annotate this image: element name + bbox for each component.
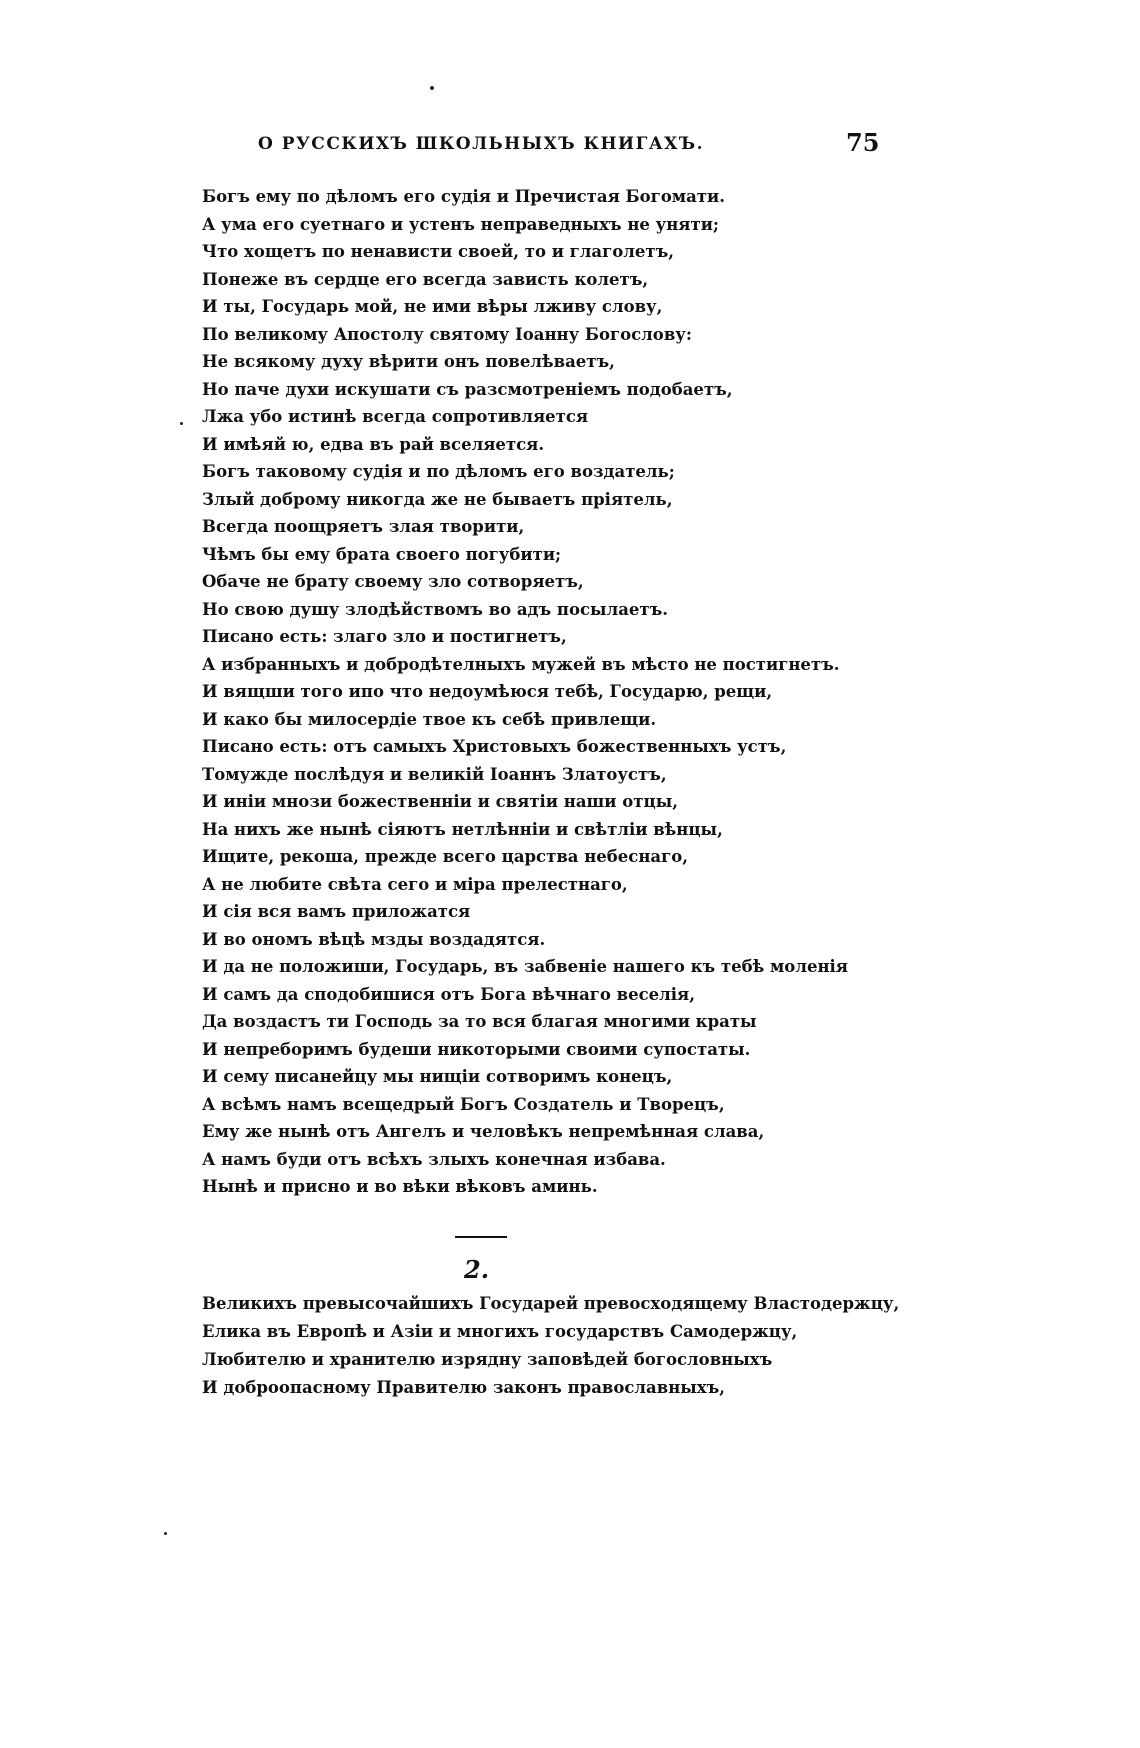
poem-line: Томужде послѣдуя и великій Іоаннъ Златоустъ, <box>202 764 667 784</box>
poem-line: Лжа убо истинѣ всегда сопротивляется <box>202 407 589 426</box>
poem-line: По великому Апостолу святому Іоанну Богослову: <box>202 324 692 344</box>
dedication-line: Елика въ Европѣ и Азіи и многихъ государствъ Самодержцу, <box>202 1322 798 1341</box>
print-speck <box>180 422 183 425</box>
print-speck <box>164 1532 167 1535</box>
poem-line: И иніи мнози божественніи и святіи наши отцы, <box>202 792 678 811</box>
poem-line: А всѣмъ намъ всещедрый Богъ Создатель и Творецъ, <box>202 1094 725 1114</box>
page-number: 75 <box>846 128 880 157</box>
section-number: 2. <box>464 1255 490 1284</box>
poem-line: Злый доброму никогда же не бываетъ пріятель, <box>202 489 673 509</box>
poem-line: Чѣмъ бы ему брата своего погубити; <box>202 544 562 564</box>
poem-line: Но паче духи искушати съ разсмотреніемъ подобаетъ, <box>202 379 733 399</box>
poem-line: А не любите свѣта сего и міра прелестнаго, <box>202 874 628 894</box>
poem-line: Но свою душу злодѣйствомъ во адъ посылаетъ. <box>202 599 669 619</box>
poem-line: Богъ таковому судія и по дѣломъ его воздатель; <box>202 462 675 481</box>
poem-line: А намъ буди отъ всѣхъ злыхъ конечная избава. <box>202 1149 666 1169</box>
poem-line: И сему писанейцу мы нищіи сотворимъ конецъ, <box>202 1067 673 1086</box>
poem-line: Что хощетъ по ненависти своей, то и глаголетъ, <box>202 242 674 261</box>
poem-line: Да воздастъ ти Господь за то вся благая многими краты <box>202 1012 757 1031</box>
poem-line: И сія вся вамъ приложатся <box>202 902 471 921</box>
section-divider <box>455 1236 507 1238</box>
print-speck <box>430 86 434 90</box>
dedication-line: Любителю и хранителю изрядну заповѣдей богословныхъ <box>202 1350 773 1369</box>
poem-line: А ума его суетнаго и устенъ неправедныхъ не уняти; <box>202 214 720 234</box>
poem-line: Писано есть: отъ самыхъ Христовыхъ божественныхъ устъ, <box>202 737 787 756</box>
poem-line: Богъ ему по дѣломъ его судія и Пречистая Богомати. <box>202 187 725 206</box>
dedication-line: И доброопасному Правителю законъ православныхъ, <box>202 1378 726 1397</box>
poem-line: Не всякому духу вѣрити онъ повелѣваетъ, <box>202 352 615 371</box>
poem-line: И самъ да сподобишися отъ Бога вѣчнаго веселія, <box>202 984 695 1004</box>
poem-line: И да не положиши, Государь, въ забвеніе нашего къ тебѣ моленія <box>202 957 848 976</box>
dedication-line: Великихъ превысочайшихъ Государей превосходящему Властодержцу, <box>202 1294 900 1313</box>
running-title: О РУССКИХЪ ШКОЛЬНЫХЪ КНИГАХЪ. <box>258 134 705 154</box>
poem-line: Ему же нынѣ отъ Ангелъ и человѣкъ непремѣнная слава, <box>202 1122 765 1141</box>
poem-line: И како бы милосердіе твое къ себѣ привлещи. <box>202 709 657 729</box>
poem-line: Нынѣ и присно и во вѣки вѣковъ аминь. <box>202 1177 598 1196</box>
poem-line: Ищите, рекоша, прежде всего царства небеснаго, <box>202 847 688 866</box>
poem-line: И непреборимъ будеши никоторыми своими супостаты. <box>202 1039 751 1059</box>
poem-text <box>202 183 848 1201</box>
dedication-text <box>202 1290 899 1402</box>
poem-line: Всегда поощряетъ злая творити, <box>202 517 525 536</box>
poem-line: Понеже въ сердце его всегда зависть колетъ, <box>202 269 649 289</box>
poem-line: И вящши того ипо что недоумѣюся тебѣ, Государю, рещи, <box>202 682 773 701</box>
poem-line: И во ономъ вѣцѣ мзды воздадятся. <box>202 929 546 949</box>
poem-line: И имѣяй ю, едва въ рай вселяется. <box>202 434 545 454</box>
poem-line: Писано есть: злаго зло и постигнетъ, <box>202 627 567 646</box>
poem-line: Обаче не брату своему зло сотворяетъ, <box>202 572 584 591</box>
poem-line: И ты, Государь мой, не ими вѣры лживу слову, <box>202 297 663 316</box>
poem-line: На нихъ же нынѣ сіяютъ нетлѣнніи и свѣтліи вѣнцы, <box>202 819 723 839</box>
poem-line: А избранныхъ и добродѣтелныхъ мужей въ мѣсто не постигнетъ. <box>202 654 840 674</box>
